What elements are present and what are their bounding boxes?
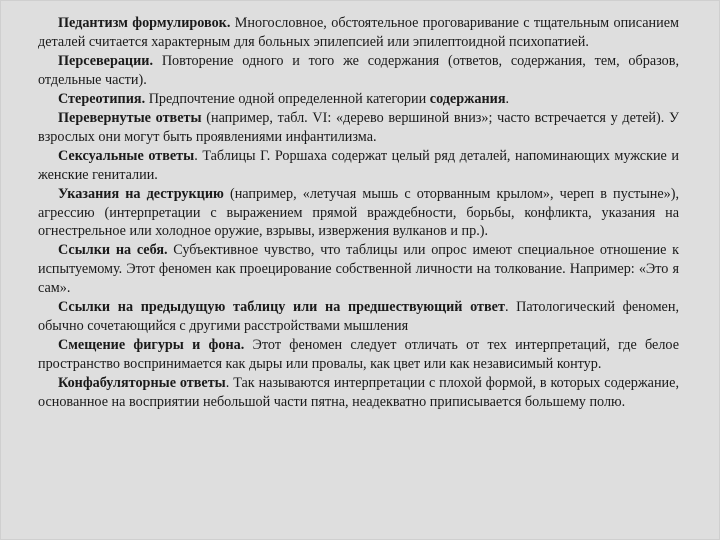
term-perseveration: Персеверации. [58,52,154,69]
term-destruction: Указания на деструкцию [58,185,224,202]
paragraph-self-reference [38,241,679,298]
term-figure-ground: Смещение фигуры и фона. [58,337,245,354]
term-sexual: Сексуальные ответы [58,147,195,164]
term-inverted: Перевернутые ответы [58,109,202,126]
text-destruction: (например, «летучая мышь с оторванным крылом», череп в пустыне»), агрессию (интерпретации с выражением прямой враждебности, борьбы, конфликта, указания на огнестрельное или холодное оружие, взрывы, извержения вулканов и пр.). [38,185,679,240]
text-body [38,14,679,412]
text-stereotypy-end: . [505,90,510,107]
paragraph-pedantism [38,14,679,52]
text-stereotypy: Предпочтение одной определенной категории [145,90,430,107]
text-inverted: (например, табл. VI: «дерево вершиной вниз»; часто встречается у детей). У взрослых они могут быть проявлениями инфантилизма. [38,109,679,145]
text-self-reference: Субъективное чувство, что таблицы или опрос имеют специальное отношение к испытуемому. Этот феномен как проецирование собственной личности на толкование. Например: «Это я сам». [38,242,680,297]
text-perseveration: Повторение одного и того же содержания (ответов, содержания, тем, образов, отдельные части). [38,52,679,88]
term-pedantism: Педантизм формулировок. [58,15,231,31]
paragraph-confabulation [38,374,679,412]
paragraph-inverted [38,109,679,147]
text-sexual: . Таблицы Г. Роршаха содержат целый ряд деталей, напоминающих мужские и женские гениталии. [38,147,679,183]
paragraph-destruction [38,185,679,242]
paragraph-figure-ground [38,336,679,374]
term-previous: Ссылки на предыдущую таблицу или на предшествующий ответ [58,299,505,316]
term-self-reference: Ссылки на себя. [58,242,168,259]
paragraph-sexual [38,147,679,185]
text-previous: . Патологический феномен, обычно сочетающийся с другими расстройствами мышления [38,299,679,335]
text-pedantism: Многословное, обстоятельное проговаривание с тщательным описанием деталей считается характерным для больных эпилепсией или эпилептоидной психопатией. [38,15,679,50]
term-confabulation: Конфабуляторные ответы [58,375,226,392]
text-figure-ground: Этот феномен следует отличать от тех интерпретаций, где белое пространство воспринимается как дыры или провалы, как цвет или как независимый контур. [38,337,679,373]
paragraph-previous [38,298,679,336]
paragraph-perseveration [38,52,679,90]
term-content: содержания [429,90,506,107]
paragraph-stereotypy [38,90,679,109]
text-confabulation: . Так называются интерпретации с плохой формой, в которых содержание, основанное на восприятии небольшой части пятна, неадекватно приписывается большему полю. [38,375,679,411]
term-stereotypy: Стереотипия. [58,90,146,107]
